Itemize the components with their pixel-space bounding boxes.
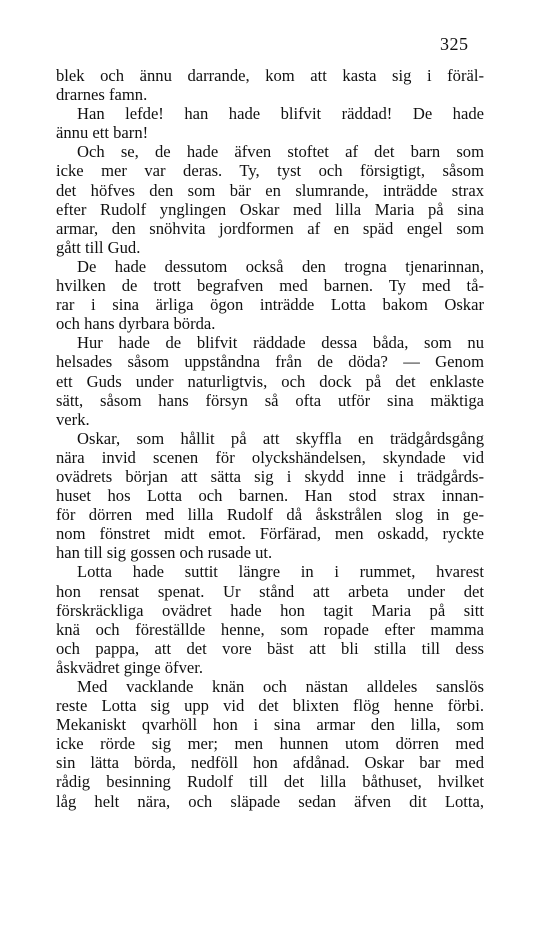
text-line: helsades såsom uppståndna från de döda? — Genom	[56, 352, 484, 372]
text-line: verk.	[56, 409, 90, 429]
text-line: Och se, de hade äfven stoftet af det barn som	[77, 142, 484, 162]
text-line: icke rörde sig mer; men hunnen utom dörren med	[56, 734, 484, 754]
text-line: Han lefde! han hade blifvit räddad! De hade	[77, 104, 484, 124]
text-line: Hur hade de blifvit räddade dessa båda, som nu	[77, 333, 484, 353]
text-line: De hade dessutom också den trogna tjenarinnan,	[77, 256, 484, 276]
text-line: rådig besinning Rudolf till det lilla båthuset, hvilket	[56, 772, 484, 792]
text-line: nära invid scenen för olyckshändelsen, skyndade vid	[56, 447, 484, 467]
text-line: armar, den snöhvita jordformen af en späd engel som	[56, 218, 484, 238]
body-text	[56, 66, 484, 811]
text-line: rar i sina ärliga ögon inträdde Lotta bakom Oskar	[56, 295, 484, 315]
text-line: reste Lotta sig upp vid det blixten flög henne förbi.	[56, 696, 484, 716]
text-line: sätt, såsom hans försyn så ofta utför sina mäktiga	[56, 390, 484, 410]
text-line: ett Guds under naturligtvis, och dock på det enklaste	[56, 371, 484, 391]
text-line: huset hos Lotta och barnen. Han stod strax innan-	[56, 486, 484, 506]
text-line: icke mer var deras. Ty, tyst och försigtigt, såsom	[56, 161, 484, 181]
text-line: Oskar, som hållit på att skyffla en trädgårdsgång	[77, 428, 484, 448]
text-line: åskvädret ginge öfver.	[56, 657, 203, 677]
text-line: låg helt nära, och släpade sedan äfven dit Lotta,	[56, 791, 484, 811]
text-line: och hans dyrbara börda.	[56, 314, 216, 334]
text-line: för dörren med lilla Rudolf då åskstrålen slog in ge-	[56, 505, 484, 525]
text-line: Mekaniskt qvarhöll hon i sina armar den lilla, som	[56, 715, 484, 735]
text-line: ovädrets början att sätta sig i skydd inne i trädgårds-	[56, 466, 484, 486]
text-line: Lotta hade suttit längre in i rummet, hvarest	[77, 562, 484, 582]
text-line: ännu ett barn!	[56, 123, 149, 143]
text-line: gått till Gud.	[56, 237, 141, 257]
text-line: nom fönstret midt emot. Förfärad, men oskadd, ryckte	[56, 524, 484, 544]
text-line: hvilken de trott begrafven med barnen. Ty med tå-	[56, 276, 484, 296]
text-line: det höfves den som bär en slumrande, inträdde strax	[56, 180, 484, 200]
text-line: Med vacklande knän och nästan alldeles sanslös	[77, 677, 484, 696]
text-line: efter Rudolf ynglingen Oskar med lilla Maria på sina	[56, 199, 484, 219]
text-line: hon rensat spenat. Ur stånd att arbeta under det	[56, 581, 484, 601]
text-line: han till sig gossen och rusade ut.	[56, 543, 273, 563]
text-line: drarnes famn.	[56, 85, 148, 105]
text-line: blek och ännu darrande, kom att kasta sig i föräl-	[56, 66, 484, 85]
text-line: och pappa, att det vore bäst att bli stilla till dess	[56, 638, 484, 658]
text-line: knä och föreställde henne, som ropade efter mamma	[56, 619, 484, 639]
text-line: förskräckliga ovädret hade hon tagit Maria på sitt	[56, 600, 484, 620]
page-number: 325	[440, 34, 469, 54]
text-line: sin lätta börda, nedföll hon afdånad. Oskar bar med	[56, 753, 484, 773]
